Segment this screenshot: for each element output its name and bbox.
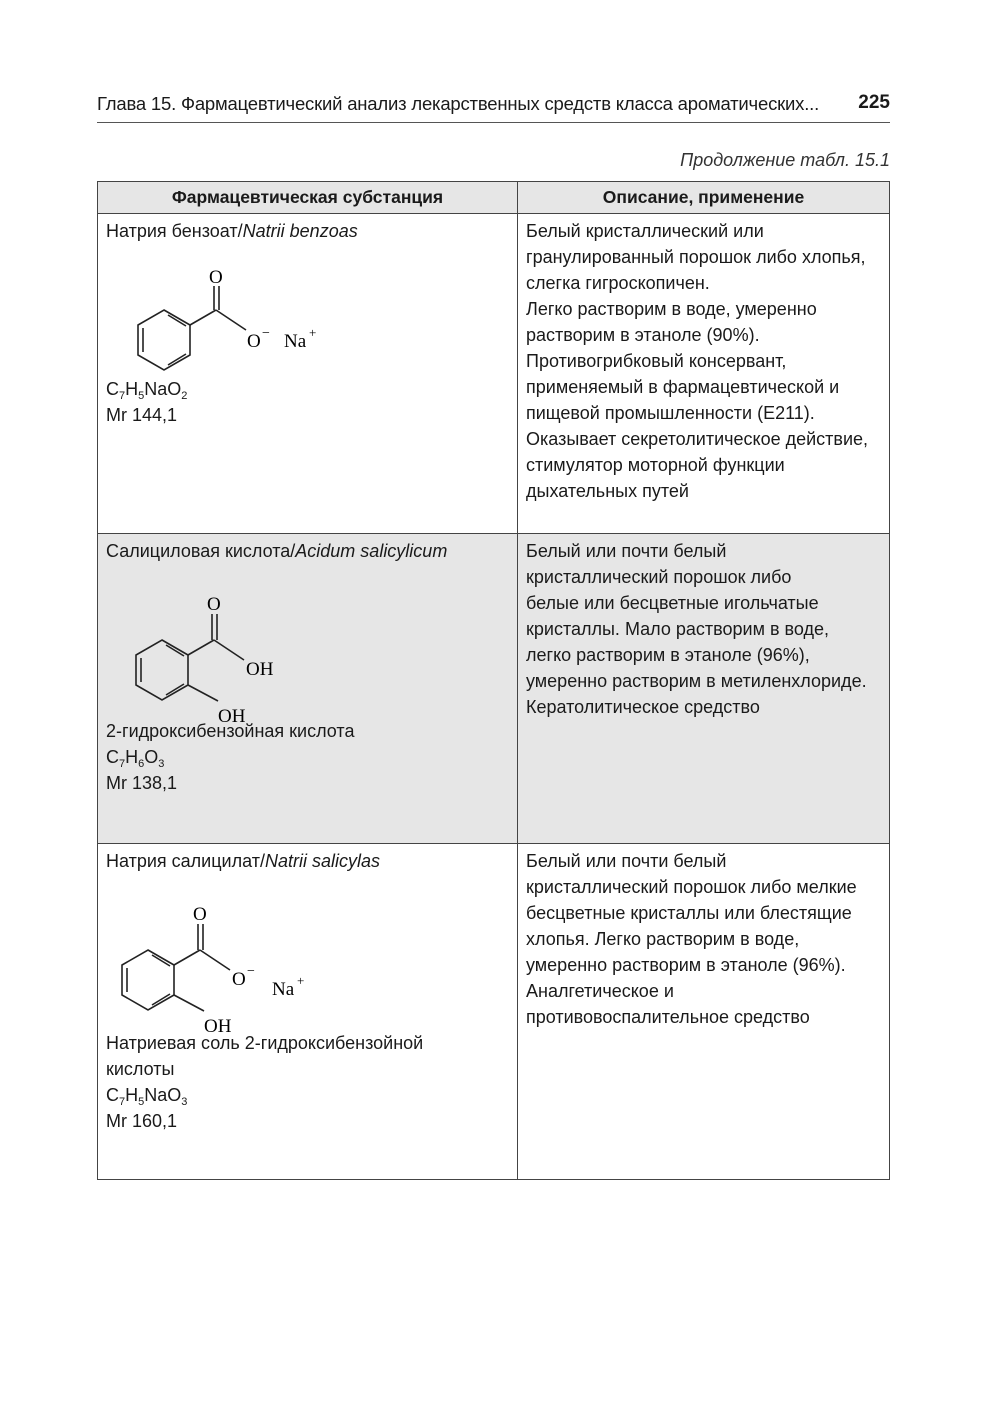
- molecular-formula: $C_7H_5NaO_3$: [106, 1085, 188, 1108]
- table-continuation-label: Продолжение табл. 15.1: [680, 150, 890, 170]
- carbonyl-o-label: O: [209, 267, 223, 288]
- anion-o-label: O: [232, 969, 246, 990]
- chemical-name: 2-гидроксибензойная кислота: [106, 721, 355, 741]
- description-line: дыхательных путей: [526, 481, 689, 501]
- table-row: [98, 844, 890, 1180]
- phenol-oh-label: OH: [218, 706, 246, 727]
- description-line: слегка гигроскопичен.: [526, 273, 710, 293]
- header-description: Описание, применение: [518, 182, 890, 214]
- running-header: [97, 88, 890, 123]
- description-line: кристаллы. Мало растворим в воде,: [526, 619, 829, 639]
- description-line: пищевой промышленности (E211).: [526, 403, 815, 423]
- salicylic-acid-structure: [106, 564, 366, 727]
- substance-name: [106, 538, 509, 564]
- sodium-salicylate-structure: [106, 874, 366, 1037]
- carbonyl-o-label: O: [193, 904, 207, 925]
- description-line: умеренно растворим в этаноле (96%).: [526, 955, 846, 975]
- acid-oh-label: OH: [246, 659, 274, 680]
- name-russian: Натрия бензоат/: [106, 221, 243, 241]
- chemical-name-continued: кислоты: [106, 1059, 175, 1079]
- description-line: Белый или почти белый: [526, 851, 727, 871]
- chemical-name: Натриевая соль 2-гидроксибензойной: [106, 1033, 424, 1053]
- table-header-row: [98, 182, 890, 214]
- description-line: применяемый в фармацевтической и: [526, 377, 840, 397]
- substance-cell: [98, 214, 518, 534]
- description-line: Аналгетическое и: [526, 981, 674, 1001]
- name-latin: Natrii benzoas: [242, 221, 358, 241]
- sodium-label: Na: [284, 331, 307, 352]
- description-line: кристаллический порошок либо мелкие: [526, 877, 857, 897]
- description-line: стимулятор моторной функции: [526, 455, 785, 475]
- molecular-formula: $C_7H_6O_3$: [106, 747, 165, 770]
- sodium-label: Na: [272, 979, 295, 1000]
- substance-cell: [98, 844, 518, 1180]
- minus-charge: −: [262, 326, 270, 341]
- plus-charge: +: [309, 325, 317, 340]
- molecular-mass: Mr 144,1: [106, 405, 178, 425]
- description-line: кристаллический порошок либо: [526, 567, 792, 587]
- chapter-title: Глава 15. Фармацевтический анализ лекарственных средств класса ароматических...: [97, 93, 820, 114]
- description-cell: [518, 534, 890, 844]
- description-line: белые или бесцветные игольчатые: [526, 593, 819, 613]
- description-line: растворим в этаноле (90%).: [526, 325, 760, 345]
- description-cell: [518, 844, 890, 1180]
- phenol-oh-label: OH: [204, 1016, 232, 1037]
- description-line: Белый кристаллический или: [526, 221, 764, 241]
- description-line: Белый или почти белый: [526, 541, 727, 561]
- anion-o-label: O: [247, 331, 261, 352]
- substance-name: [106, 848, 509, 874]
- name-russian: Салициловая кислота/: [106, 541, 296, 561]
- table-row: [98, 534, 890, 844]
- table-row: [98, 214, 890, 534]
- description-line: легко растворим в этаноле (96%),: [526, 645, 810, 665]
- description-line: гранулированный порошок либо хлопья,: [526, 247, 866, 267]
- carbonyl-o-label: O: [207, 594, 221, 615]
- name-russian: Натрия салицилат/: [106, 851, 265, 871]
- header-substance: Фармацевтическая субстанция: [98, 182, 518, 214]
- page-number: 225: [858, 92, 890, 113]
- name-latin: Acidum salicylicum: [295, 541, 448, 561]
- name-latin: Natrii salicylas: [264, 851, 380, 871]
- description-line: умеренно растворим в метиленхлориде.: [526, 671, 867, 691]
- description-line: противовоспалительное средство: [526, 1007, 810, 1027]
- description-cell: [518, 214, 890, 534]
- molecular-formula: $C_7H_5NaO_2$: [106, 379, 188, 402]
- description-line: Оказывает секретолитическое действие,: [526, 429, 869, 449]
- description-line: Кератолитическое средство: [526, 697, 760, 717]
- substance-cell: [98, 534, 518, 844]
- minus-charge: −: [247, 964, 255, 979]
- description-line: Противогрибковый консервант,: [526, 351, 787, 371]
- molecular-mass: Mr 160,1: [106, 1111, 178, 1131]
- substance-name: [106, 218, 509, 244]
- description-line: хлопья. Легко растворим в воде,: [526, 929, 800, 949]
- plus-charge: +: [297, 973, 305, 988]
- description-line: Легко растворим в воде, умеренно: [526, 299, 817, 319]
- molecular-mass: Mr 138,1: [106, 773, 178, 793]
- description-line: бесцветные кристаллы или блестящие: [526, 903, 852, 923]
- sodium-benzoate-structure: [106, 244, 366, 384]
- substances-table: [97, 181, 890, 1180]
